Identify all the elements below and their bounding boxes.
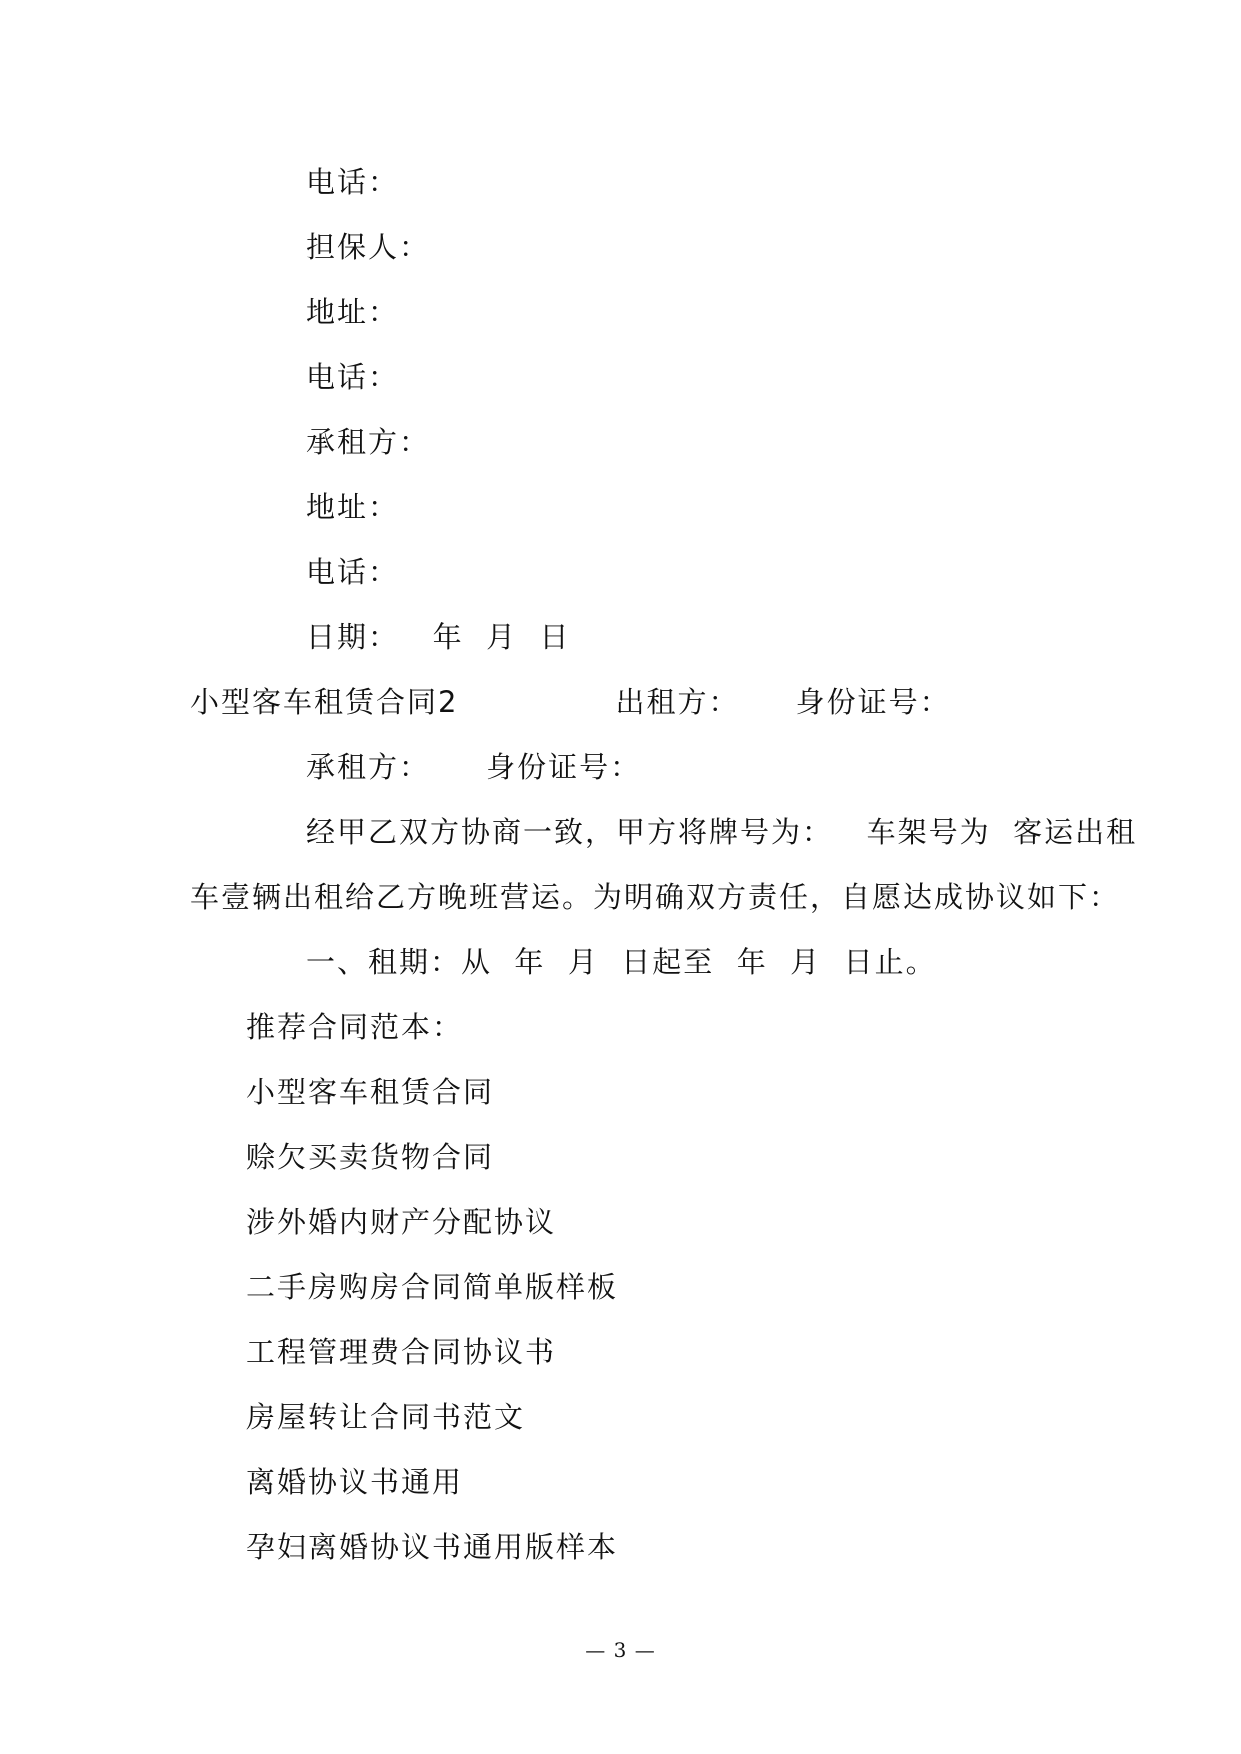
recommended-heading: 推荐合同范本： <box>246 1010 464 1044</box>
recommended-link[interactable]: 房屋转让合同书范文 <box>246 1400 526 1434</box>
recommended-link[interactable]: 赊欠买卖货物合同 <box>246 1140 495 1174</box>
body-paragraph-line-1: 经甲乙双方协商一致，甲方将牌号为： 车架号为 客运出租 <box>306 815 1138 849</box>
lease-term-line: 一、租期：从 年 月 日起至 年 月 日止。 <box>306 945 937 979</box>
page-number: — 3 — <box>585 1638 656 1662</box>
lessee-label: 承租方： <box>306 425 431 459</box>
phone-label-1: 电话： <box>306 165 400 199</box>
guarantor-label: 担保人： <box>306 230 431 264</box>
recommended-link[interactable]: 二手房购房合同简单版样板 <box>246 1270 619 1304</box>
body-paragraph-line-2: 车壹辆出租给乙方晚班营运。为明确双方责任，自愿达成协议如下： <box>190 880 1121 914</box>
date-line: 日期： 年 月 日 <box>306 620 571 654</box>
address-label-1: 地址： <box>306 295 400 329</box>
recommended-link[interactable]: 小型客车租赁合同 <box>246 1075 495 1109</box>
phone-label-3: 电话： <box>306 555 400 589</box>
address-label-2: 地址： <box>306 490 400 524</box>
phone-label-2: 电话： <box>306 360 400 394</box>
contract-2-heading: 小型客车租赁合同2 出租方： 身份证号： <box>190 685 951 719</box>
recommended-link[interactable]: 孕妇离婚协议书通用版样本 <box>246 1530 619 1564</box>
recommended-link[interactable]: 涉外婚内财产分配协议 <box>246 1205 557 1239</box>
lessee-id-line: 承租方： 身份证号： <box>306 750 642 784</box>
recommended-link[interactable]: 离婚协议书通用 <box>246 1465 464 1499</box>
recommended-link[interactable]: 工程管理费合同协议书 <box>246 1335 557 1369</box>
